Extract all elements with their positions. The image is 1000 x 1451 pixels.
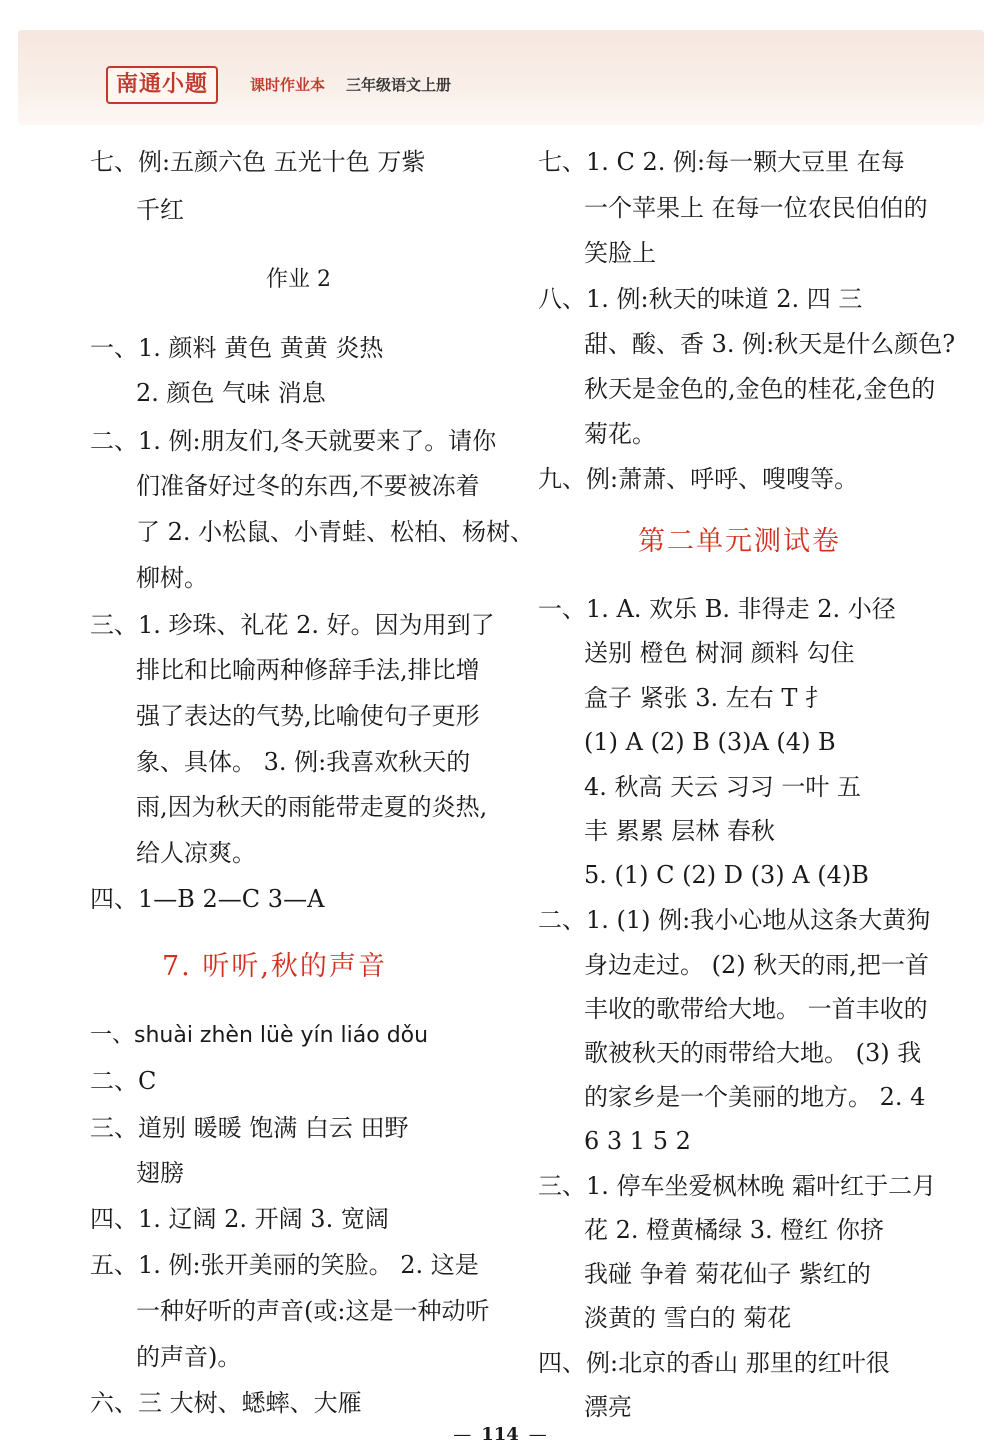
answer-line: 九、例:萧萧、呼呼、嗖嗖等。 bbox=[538, 465, 859, 493]
page-header bbox=[18, 30, 984, 125]
answer-line: 身边走过。 (2) 秋天的雨,把一首 bbox=[584, 951, 929, 979]
answer-line: 三、1. 珍珠、礼花 2. 好。因为用到了 bbox=[90, 611, 495, 639]
answer-line: 象、具体。 3. 例:我喜欢秋天的 bbox=[136, 748, 471, 776]
answer-line: 菊花。 bbox=[584, 420, 656, 448]
page-number-dash: — bbox=[453, 1424, 472, 1445]
answer-line: 送别 橙色 树洞 颜料 勾住 bbox=[584, 639, 855, 667]
answer-line: 花 2. 橙黄橘绿 3. 橙红 你挤 bbox=[584, 1216, 884, 1244]
answer-line: 漂亮 bbox=[584, 1393, 632, 1421]
answer-line: 6 3 1 5 2 bbox=[584, 1127, 691, 1155]
answer-line: 二、C bbox=[90, 1067, 157, 1095]
answer-line: 四、1—B 2—C 3—A bbox=[90, 885, 325, 913]
answer-line: 三、道别 暖暖 饱满 白云 田野 bbox=[90, 1114, 409, 1142]
answer-line: 一、1. 颜料 黄色 黄黄 炎热 bbox=[90, 334, 384, 362]
answer-line: (1) A (2) B (3)A (4) B bbox=[584, 728, 836, 756]
answer-line: 甜、酸、香 3. 例:秋天是什么颜色? bbox=[584, 330, 956, 358]
answer-line: 的家乡是一个美丽的地方。 2. 4 bbox=[584, 1083, 926, 1111]
answer-line: 二、1. (1) 例:我小心地从这条大黄狗 bbox=[538, 906, 931, 934]
answer-line: 雨,因为秋天的雨能带走夏的炎热, bbox=[136, 793, 488, 821]
series-title: 课时作业本 bbox=[250, 76, 326, 94]
answer-line: 丰收的歌带给大地。 一首丰收的 bbox=[584, 995, 928, 1023]
answer-line: 们准备好过冬的东西,不要被冻着 bbox=[136, 472, 480, 500]
answer-line: 的声音)。 bbox=[136, 1343, 242, 1371]
answer-line: 淡黄的 雪白的 菊花 bbox=[584, 1304, 792, 1332]
page-number bbox=[0, 1424, 1000, 1445]
answer-line: 五、1. 例:张开美丽的笑脸。 2. 这是 bbox=[90, 1251, 479, 1279]
answer-line: 我碰 争着 菊花仙子 紫红的 bbox=[584, 1260, 871, 1288]
answer-line: 排比和比喻两种修辞手法,排比增 bbox=[136, 656, 480, 684]
section-heading: 作业 2 bbox=[266, 267, 331, 292]
answer-line: 盒子 紧张 3. 左右 T 扌 bbox=[584, 684, 830, 712]
answer-line: 七、例:五颜六色 五光十色 万紫 bbox=[90, 148, 426, 176]
answer-line: 5. (1) C (2) D (3) A (4)B bbox=[584, 861, 869, 889]
answer-line: 秋天是金色的,金色的桂花,金色的 bbox=[584, 375, 936, 403]
answer-line: 笑脸上 bbox=[584, 239, 656, 267]
lesson-title: 7. 听听,秋的声音 bbox=[162, 951, 387, 982]
answer-line: 翅膀 bbox=[136, 1159, 184, 1187]
answer-line: 六、三 大树、蟋蟀、大雁 bbox=[90, 1389, 362, 1417]
answer-line: 四、1. 辽阔 2. 开阔 3. 宽阔 bbox=[90, 1205, 389, 1233]
answer-line: 一种好听的声音(或:这是一种动听 bbox=[136, 1297, 490, 1325]
answer-line: 千红 bbox=[136, 196, 184, 224]
answer-line: 一个苹果上 在每一位农民伯伯的 bbox=[584, 194, 928, 222]
answer-line: 强了表达的气势,比喻使句子更形 bbox=[136, 702, 480, 730]
answer-line: 2. 颜色 气味 消息 bbox=[136, 379, 326, 407]
answer-line: 二、1. 例:朋友们,冬天就要来了。请你 bbox=[90, 427, 497, 455]
answer-line: 丰 累累 层林 春秋 bbox=[584, 817, 775, 845]
answer-line: 四、例:北京的香山 那里的红叶很 bbox=[538, 1349, 890, 1377]
page-number-dash: — bbox=[528, 1424, 547, 1445]
page-number-value: 114 bbox=[481, 1424, 519, 1445]
answer-line: 柳树。 bbox=[136, 564, 208, 592]
unit-test-title: 第二单元测试卷 bbox=[638, 526, 841, 557]
pinyin-answers: 一、shuài zhèn lüè yín liáo dǒu bbox=[90, 1023, 429, 1048]
answer-line: 给人凉爽。 bbox=[136, 839, 256, 867]
answer-line: 一、1. A. 欢乐 B. 非得走 2. 小径 bbox=[538, 595, 896, 623]
answer-line: 4. 秋高 天云 习习 一叶 五 bbox=[584, 773, 862, 801]
answer-line: 七、1. C 2. 例:每一颗大豆里 在每 bbox=[538, 148, 905, 176]
book-title: 三年级语文上册 bbox=[346, 76, 452, 94]
answer-line: 了 2. 小松鼠、小青蛙、松柏、杨树、 bbox=[136, 518, 535, 546]
brand-logo: 南通小题 bbox=[106, 66, 218, 104]
answer-line: 三、1. 停车坐爱枫林晚 霜叶红于二月 bbox=[538, 1172, 937, 1200]
answer-line: 八、1. 例:秋天的味道 2. 四 三 bbox=[538, 285, 863, 313]
answer-line: 歌被秋天的雨带给大地。 (3) 我 bbox=[584, 1039, 922, 1067]
